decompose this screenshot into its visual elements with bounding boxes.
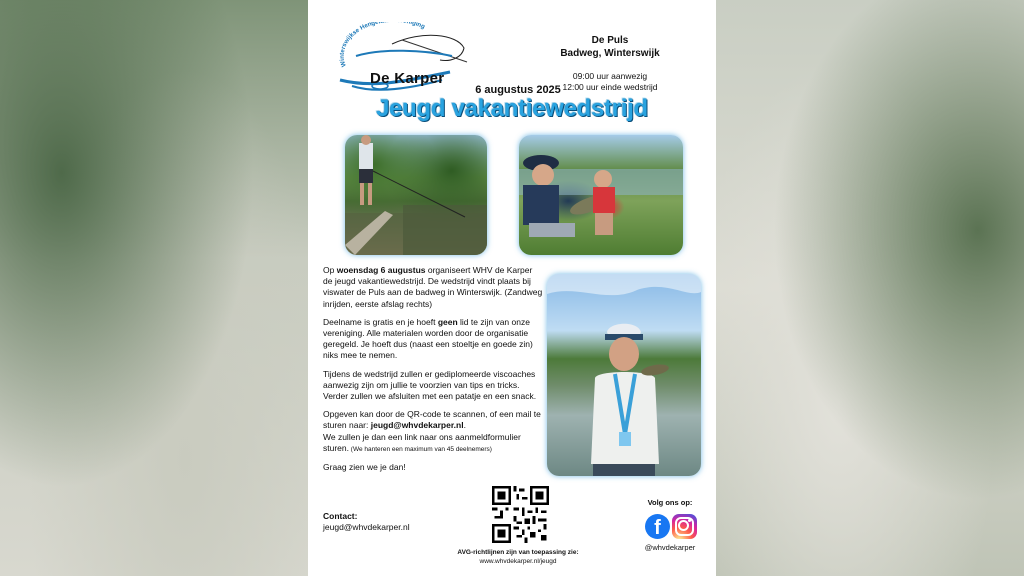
p2-bold: geen [437,316,458,327]
p2-post: lid te zijn van onze vereniging. Alle materialen worden door de organisatie geregeld. Je hoeft dus (naast een stoeltje en goede zin) niks mee te nemen. [323,316,533,361]
contact-block [323,511,410,533]
photo-kids-with-fish [519,135,683,255]
social-handle[interactable]: @whvdekarper [644,543,696,552]
logo-name: De Karper [370,70,445,87]
photo-fishing-boy-lake [345,135,487,255]
privacy-note [428,548,608,566]
p4-pre: Opgeven kan door de QR-code te scannen, of een mail te sturen naar: [323,409,541,431]
p1-pre: Op [323,265,337,275]
signup-email-link[interactable]: jeugd@whvdekarper.nl [370,420,464,431]
logo-arc-text: Winterswijkse Henge iging [338,22,427,68]
paragraph-coaches: Tijdens de wedstrijd zullen er gediplomeerde viscoaches aanwezig zijn om jullie te voorzien van tips en tricks. Verder zullen we afsluiten met een patatje en een snack. [323,368,537,402]
p4-post: . [463,420,466,431]
venue-info [530,34,690,60]
background-blur-right [716,0,1024,576]
venue-address: Badweg, Winterswijk [560,48,660,59]
contact-email[interactable]: jeugd@whvdekarper.nl [323,522,410,532]
paragraph-closing: Graag zien we je dan! [323,462,406,473]
flyer-poster [308,0,716,576]
start-time: 09:00 uur aanwezig [572,71,648,81]
instagram-icon[interactable] [672,514,697,539]
max-participants-note: (We hanteren een maximum van 45 deelnemers) [349,445,492,453]
qr-code[interactable] [492,486,549,543]
p5-text: We zullen je dan een link naar ons aanmeldformulier sturen. [323,431,521,453]
venue-name: De Puls [591,35,629,46]
privacy-note-label: AVG-richtlijnen zijn van toepassing zie: [457,549,579,556]
follow-us-label: Volg ons op: [647,498,693,507]
contact-label: Contact: [323,511,358,521]
paragraph-participation [323,317,543,362]
qr-code-graphic [492,486,549,543]
paragraph-intro [323,265,543,310]
svg-text:Winterswijkse Hengelaarsvereni [339,22,427,68]
facebook-icon[interactable]: f [645,514,670,539]
p1-date-bold: woensdag 6 augustus [336,265,426,275]
description-text [323,265,543,480]
page-title: Jeugd vakantiewedstrijd [376,95,648,122]
end-time: 12:00 uur einde wedstrijd [562,82,658,92]
background-blur-left [0,0,308,576]
p2-pre: Deelname is gratis en je hoeft [323,316,438,327]
privacy-url[interactable]: www.whvdekarper.nl/jeugd [479,558,557,565]
photo-boy-holding-fish [547,274,701,476]
paragraph-signup [323,409,543,455]
p1-post: organiseert WHV de Karper de jeugd vakantiewedstrijd. De wedstrijd vindt plaats bij viswater de Puls aan de badweg in Winterswijk. (Zandweg inrijden, eerste afslag rechts) [323,265,543,309]
event-date: 6 augustus 2025 [475,84,561,96]
